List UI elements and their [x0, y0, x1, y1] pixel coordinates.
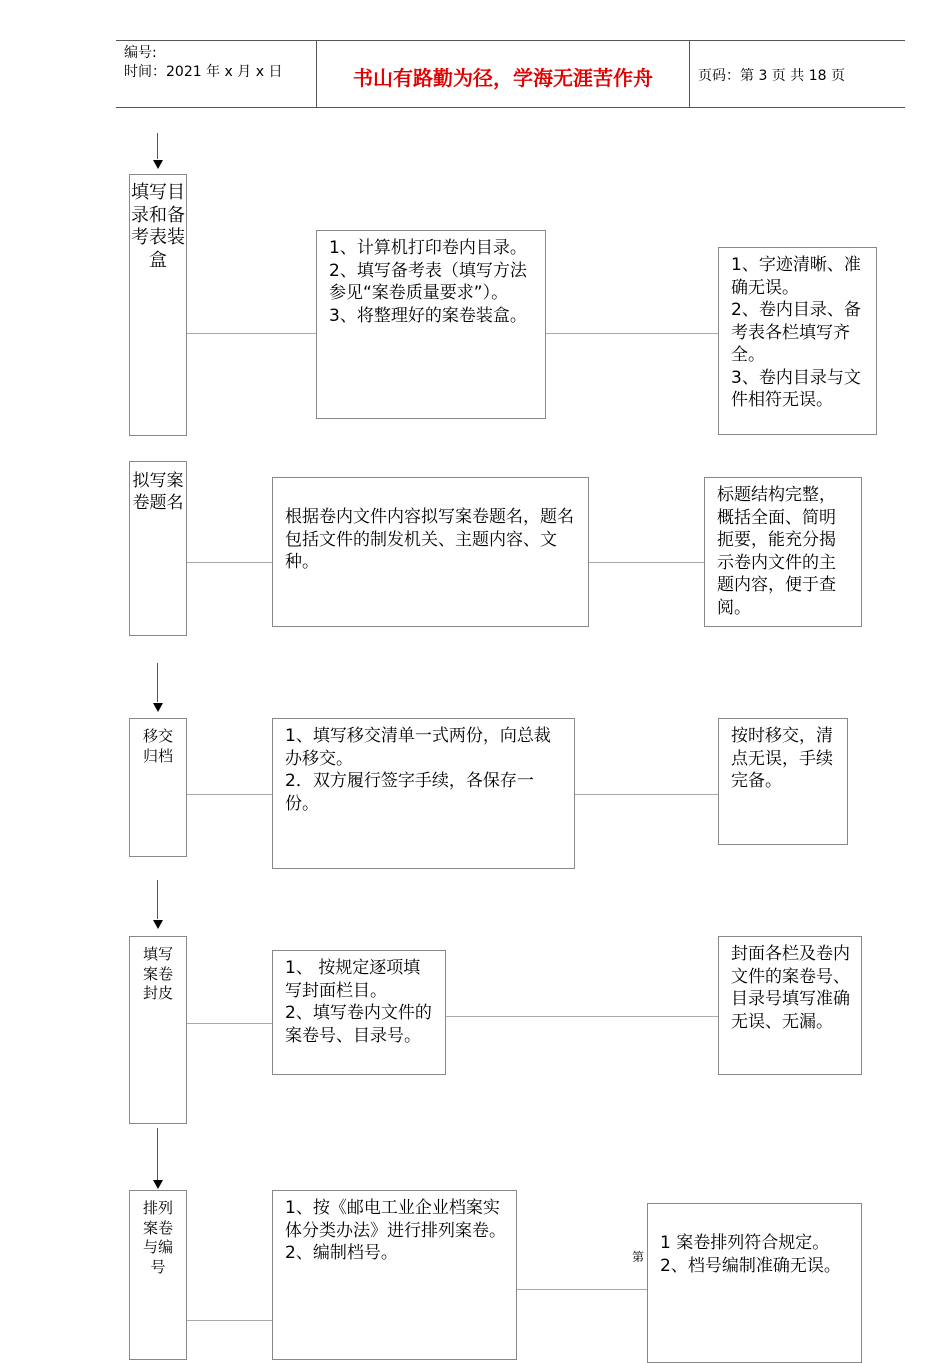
step-content-box: 1、 按规定逐项填 写封面栏目。 2、填写卷内文件的案卷号、目录号。 [272, 950, 446, 1075]
header-motto: 书山有路勤为径，学海无涯苦作舟 [353, 66, 653, 90]
connector-line [517, 1289, 647, 1290]
header-meta [124, 44, 282, 82]
step-title-box [129, 1190, 187, 1360]
connector-line [589, 562, 704, 563]
step-requirement-box: 按时移交，清点无误，手续完备。 [718, 718, 848, 845]
down-arrow-icon [153, 920, 163, 929]
flow-arrow-stem [157, 133, 158, 159]
connector-line [187, 562, 273, 563]
header-top-rule [116, 40, 905, 41]
step-content-box: 1、按《邮电工业企业档案实体分类办法》进行排列案卷。 2、编制档号。 [272, 1190, 517, 1360]
step-requirement-box: 封面各栏及卷内文件的案卷号、目录号填写准确无误、无漏。 [718, 936, 862, 1075]
step-content-box: 根据卷内文件内容拟写案卷题名，题名包括文件的制发机关、主题内容、文种。 [272, 477, 589, 627]
down-arrow-icon [153, 160, 163, 169]
step-content-box: 1、计算机打印卷内目录。 2、填写备考表（填写方法参见“案卷质量要求”）。 3、将整理好的案卷装盒。 [316, 230, 546, 419]
number-label: 编号: [124, 45, 157, 61]
step-content-box: 1、填写移交清单一式两份，向总裁办移交。 2．双方履行签字手续，各保存一份。 [272, 718, 575, 869]
down-arrow-icon [153, 1180, 163, 1189]
flow-arrow-stem [157, 1128, 158, 1180]
step-requirement-box: 标题结构完整，概括全面、简明扼要，能充分揭示卷内文件的主题内容，便于查阅。 [704, 477, 862, 627]
page-indicator: 页码：第 3 页 共 18 页 [698, 68, 845, 84]
connector-line [187, 794, 273, 795]
step-title: 排列案卷与编号 [142, 1199, 173, 1276]
header-bottom-rule [116, 107, 905, 108]
step-requirement-box: 1、字迹清晰、准确无误。 2、卷内目录、备考表各栏填写齐全。 3、卷内目录与文件相符无误。 [718, 247, 877, 435]
step-requirement-box: 1 案卷排列符合规定。 2、档号编制准确无误。 [647, 1203, 862, 1363]
connector-line [546, 333, 718, 334]
side-mark: 第 [632, 1250, 645, 1264]
connector-line [575, 794, 718, 795]
time-label: 时间：2021 年 x 月 x 日 [124, 64, 283, 80]
step-title-box [129, 461, 187, 636]
step-title: 填写案卷封皮 [142, 945, 173, 1002]
step-title: 拟写案卷题名 [132, 471, 184, 513]
step-title: 移交归档 [142, 727, 173, 765]
step-title: 填写目录和备考表装盒 [131, 182, 185, 271]
header-divider-left [316, 40, 317, 107]
step-title-box [129, 936, 187, 1124]
down-arrow-icon [153, 703, 163, 712]
step-title-box [129, 718, 187, 857]
connector-line [187, 333, 316, 334]
connector-line [446, 1016, 718, 1017]
step-title-box [129, 174, 187, 436]
connector-line [187, 1023, 273, 1024]
connector-line [187, 1320, 273, 1321]
flow-arrow-stem [157, 663, 158, 702]
header-divider-right [689, 40, 690, 107]
flow-arrow-stem [157, 880, 158, 919]
